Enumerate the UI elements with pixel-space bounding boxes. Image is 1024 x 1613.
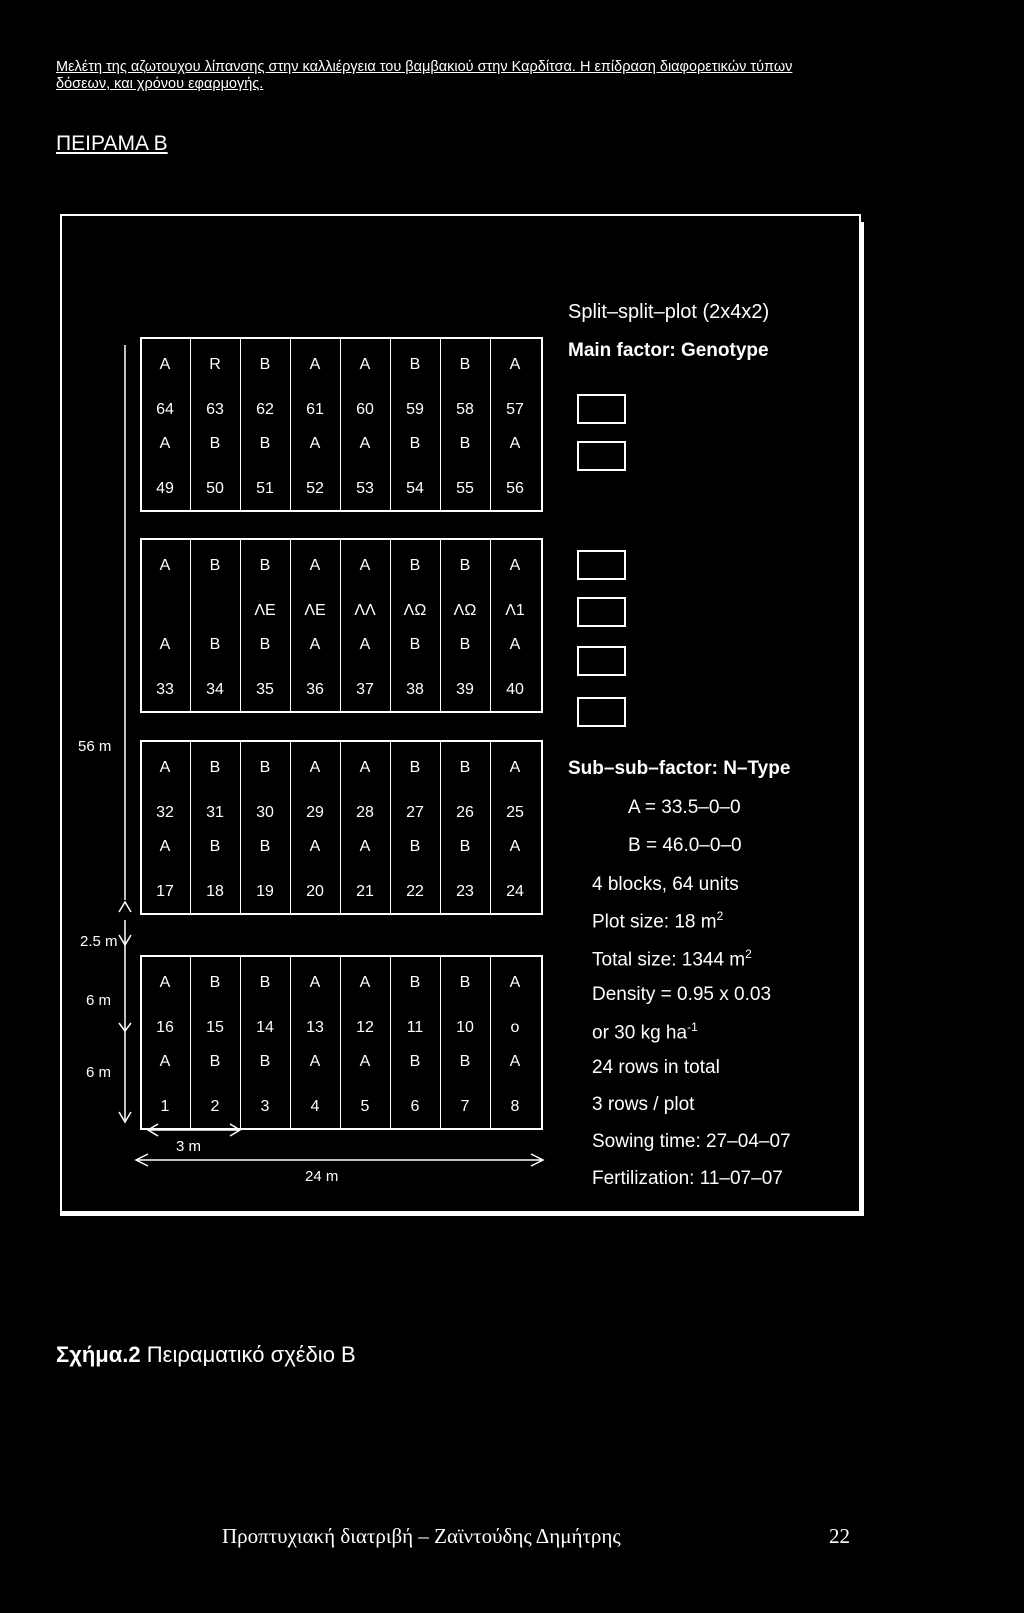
plot-number: 26 [456, 804, 474, 821]
plot-number: 40 [506, 681, 524, 698]
plot-number: 5 [360, 1098, 370, 1115]
fertilization-time: Fertilization: 11–07–07 [592, 1168, 783, 1189]
plot-number: 37 [356, 681, 374, 698]
plot-treatment-label: B [259, 435, 271, 452]
plot-number: 58 [456, 401, 474, 418]
plot-number: ΛΛ [354, 602, 376, 619]
running-header-line-2: δόσεων, και χρόνου εφαρμογής. [56, 76, 264, 92]
plot-treatment-label: B [259, 636, 271, 653]
plot-treatment-label: B [459, 435, 471, 452]
plot-number: 16 [156, 1019, 174, 1036]
plot-number: 33 [156, 681, 174, 698]
plot-treatment-label: A [159, 1053, 171, 1070]
plot-length-label-2: 6 m [86, 1064, 112, 1081]
plot-treatment-label: A [159, 356, 171, 373]
plot-number: 22 [406, 883, 424, 900]
plot-number: ΛΩ [403, 602, 427, 619]
plot-treatment-label: B [209, 1053, 221, 1070]
plot-number: 34 [206, 681, 224, 698]
plot-treatment-label: B [409, 636, 421, 653]
plot-treatment-label: A [309, 974, 321, 991]
plot-treatment-label: A [159, 636, 171, 653]
plot-number: 60 [356, 401, 374, 418]
running-header-line-1: Μελέτη της αζωτουχου λίπανσης στην καλλιέργεια του βαμβακιού στην Καρδίτσα. Η επίδραση διαφορετικών τύπων [56, 59, 793, 75]
plot-number: 38 [406, 681, 424, 698]
plot-treatment-label: B [459, 974, 471, 991]
plot-treatment-label: B [459, 557, 471, 574]
plot-treatment-label: A [359, 759, 371, 776]
plot-treatment-label: A [309, 356, 321, 373]
plot-number: 12 [356, 1019, 374, 1036]
plot-number: 1 [160, 1098, 170, 1115]
plot-treatment-label: A [359, 356, 371, 373]
plot-treatment-label: B [259, 557, 271, 574]
plot-treatment-label: B [409, 1053, 421, 1070]
plot-treatment-label: A [509, 838, 521, 855]
plot-treatment-label: B [259, 838, 271, 855]
plot-treatment-label: B [209, 435, 221, 452]
plot-number: ΛΕ [304, 602, 326, 619]
plot-treatment-label: B [209, 759, 221, 776]
plot-number: 24 [506, 883, 524, 900]
legend-box-1 [577, 394, 626, 424]
rows-per-plot: 3 rows / plot [592, 1094, 695, 1115]
a-definition: A = 33.5–0–0 [628, 797, 741, 818]
plot-treatment-label: A [309, 557, 321, 574]
plot-number: 15 [206, 1019, 224, 1036]
plot-number: 27 [406, 804, 424, 821]
plot-number: 23 [456, 883, 474, 900]
plot-treatment-label: B [459, 636, 471, 653]
plot-number: 4 [310, 1098, 320, 1115]
footer-text: Προπτυχιακή διατριβή – Ζαϊντούδης Δημήτρης [222, 1524, 621, 1548]
plot-number: ΛΕ [254, 602, 276, 619]
plot-treatment-label: B [209, 838, 221, 855]
plot-treatment-label: A [159, 557, 171, 574]
plot-number: 59 [406, 401, 424, 418]
legend-box-2 [577, 441, 626, 471]
plot-treatment-label: A [359, 1053, 371, 1070]
plot-number: ο [510, 1019, 520, 1036]
plot-number: 55 [456, 480, 474, 497]
plot-treatment-label: B [409, 838, 421, 855]
plot-treatment-label: A [509, 557, 521, 574]
page-title: ΠΕΙΡΑΜΑ Β [56, 132, 168, 155]
plot-treatment-label: A [309, 759, 321, 776]
plot-number: 30 [256, 804, 274, 821]
plot-number: 32 [156, 804, 174, 821]
plot-treatment-label: A [159, 759, 171, 776]
plot-treatment-label: A [509, 636, 521, 653]
plot-treatment-label: A [159, 974, 171, 991]
plot-treatment-label: A [309, 435, 321, 452]
plot-number: 57 [506, 401, 524, 418]
plot-number: 7 [460, 1098, 470, 1115]
plot-number: 29 [306, 804, 324, 821]
plot-number: 50 [206, 480, 224, 497]
sowing-time: Sowing time: 27–04–07 [592, 1131, 791, 1152]
plot-number: 17 [156, 883, 174, 900]
plot-treatment-label: B [209, 557, 221, 574]
plot-treatment-label: B [409, 356, 421, 373]
plot-treatment-label: A [309, 838, 321, 855]
plot-number: 64 [156, 401, 174, 418]
plot-number: 19 [256, 883, 274, 900]
blocks-units: 4 blocks, 64 units [592, 874, 739, 895]
plot-number: 6 [410, 1098, 420, 1115]
plot-treatment-label: B [409, 759, 421, 776]
design-label: Split–split–plot (2x4x2) [568, 301, 770, 323]
rows-total: 24 rows in total [592, 1057, 720, 1078]
plot-number: 35 [256, 681, 274, 698]
plot-number: 25 [506, 804, 524, 821]
plot-number: 13 [306, 1019, 324, 1036]
plot-treatment-label: A [359, 435, 371, 452]
plot-number: 63 [206, 401, 224, 418]
plot-treatment-label: A [509, 1053, 521, 1070]
plot-treatment-label: A [359, 838, 371, 855]
plot-treatment-label: A [509, 435, 521, 452]
density: Density = 0.95 x 0.03 [592, 984, 772, 1005]
plot-treatment-label: A [359, 974, 371, 991]
figure-caption: Σχήμα.2 Πειραματικό σχέδιο Β [56, 1342, 356, 1367]
plot-number: 54 [406, 480, 424, 497]
plot-number: 39 [456, 681, 474, 698]
sub-sub-factor-label: Sub–sub–factor: N–Type [568, 758, 791, 779]
plot-number: 18 [206, 883, 224, 900]
plot-treatment-label: B [259, 974, 271, 991]
plot-treatment-label: B [409, 974, 421, 991]
legend-box-3 [577, 550, 626, 580]
plot-size: Plot size: 18 $m^2$ [592, 909, 724, 933]
height-total-label: 56 m [78, 738, 112, 755]
plot-number: 31 [206, 804, 224, 821]
plot-treatment-label: A [509, 356, 521, 373]
plot-number: 20 [306, 883, 324, 900]
plot-number: 62 [256, 401, 274, 418]
legend-box-5 [577, 646, 626, 676]
b-definition: B = 46.0–0–0 [628, 835, 742, 856]
plot-treatment-label: B [459, 838, 471, 855]
plot-number: 51 [256, 480, 274, 497]
plot-treatment-label: B [459, 759, 471, 776]
plot-width-label: 3 m [176, 1138, 202, 1155]
plot-number: 56 [506, 480, 524, 497]
plot-number: 11 [406, 1019, 424, 1036]
plot-number: 2 [210, 1098, 220, 1115]
plot-treatment-label: B [459, 356, 471, 373]
plot-number: 53 [356, 480, 374, 497]
plot-number: Λ1 [505, 602, 525, 619]
plot-length-label-1: 6 m [86, 992, 112, 1009]
plot-number: 36 [306, 681, 324, 698]
page-number: 22 [829, 1524, 850, 1548]
gap-label: 2.5 m [80, 933, 118, 950]
plot-number: 8 [510, 1098, 520, 1115]
plot-number: 3 [260, 1098, 270, 1115]
plot-treatment-label: B [459, 1053, 471, 1070]
legend-box-4 [577, 597, 626, 627]
plot-treatment-label: A [309, 1053, 321, 1070]
plot-number: 21 [356, 883, 374, 900]
plot-treatment-label: B [209, 636, 221, 653]
plot-treatment-label: B [409, 435, 421, 452]
main-factor-label: Main factor: Genotype [568, 340, 769, 361]
total-size: Total size: 1344 $m^2$ [592, 947, 752, 971]
plot-number: 52 [306, 480, 324, 497]
plot-number: 49 [156, 480, 174, 497]
plot-treatment-label: A [509, 974, 521, 991]
legend-box-6 [577, 697, 626, 727]
width-total-label: 24 m [305, 1168, 339, 1185]
kg-ha: or 30 kg $ha^{-1}$ [592, 1020, 698, 1044]
plot-treatment-label: A [159, 838, 171, 855]
plot-number: 10 [456, 1019, 474, 1036]
plot-number: 14 [256, 1019, 274, 1036]
plot-number: 28 [356, 804, 374, 821]
plot-treatment-label: B [209, 974, 221, 991]
plot-number: 61 [306, 401, 324, 418]
plot-treatment-label: B [259, 1053, 271, 1070]
plot-treatment-label: R [209, 356, 221, 373]
plot-treatment-label: B [259, 356, 271, 373]
plot-treatment-label: A [509, 759, 521, 776]
plot-treatment-label: A [359, 557, 371, 574]
plot-treatment-label: A [159, 435, 171, 452]
plot-treatment-label: B [409, 557, 421, 574]
plot-treatment-label: A [309, 636, 321, 653]
plot-treatment-label: B [259, 759, 271, 776]
plot-treatment-label: A [359, 636, 371, 653]
plot-number: ΛΩ [453, 602, 477, 619]
